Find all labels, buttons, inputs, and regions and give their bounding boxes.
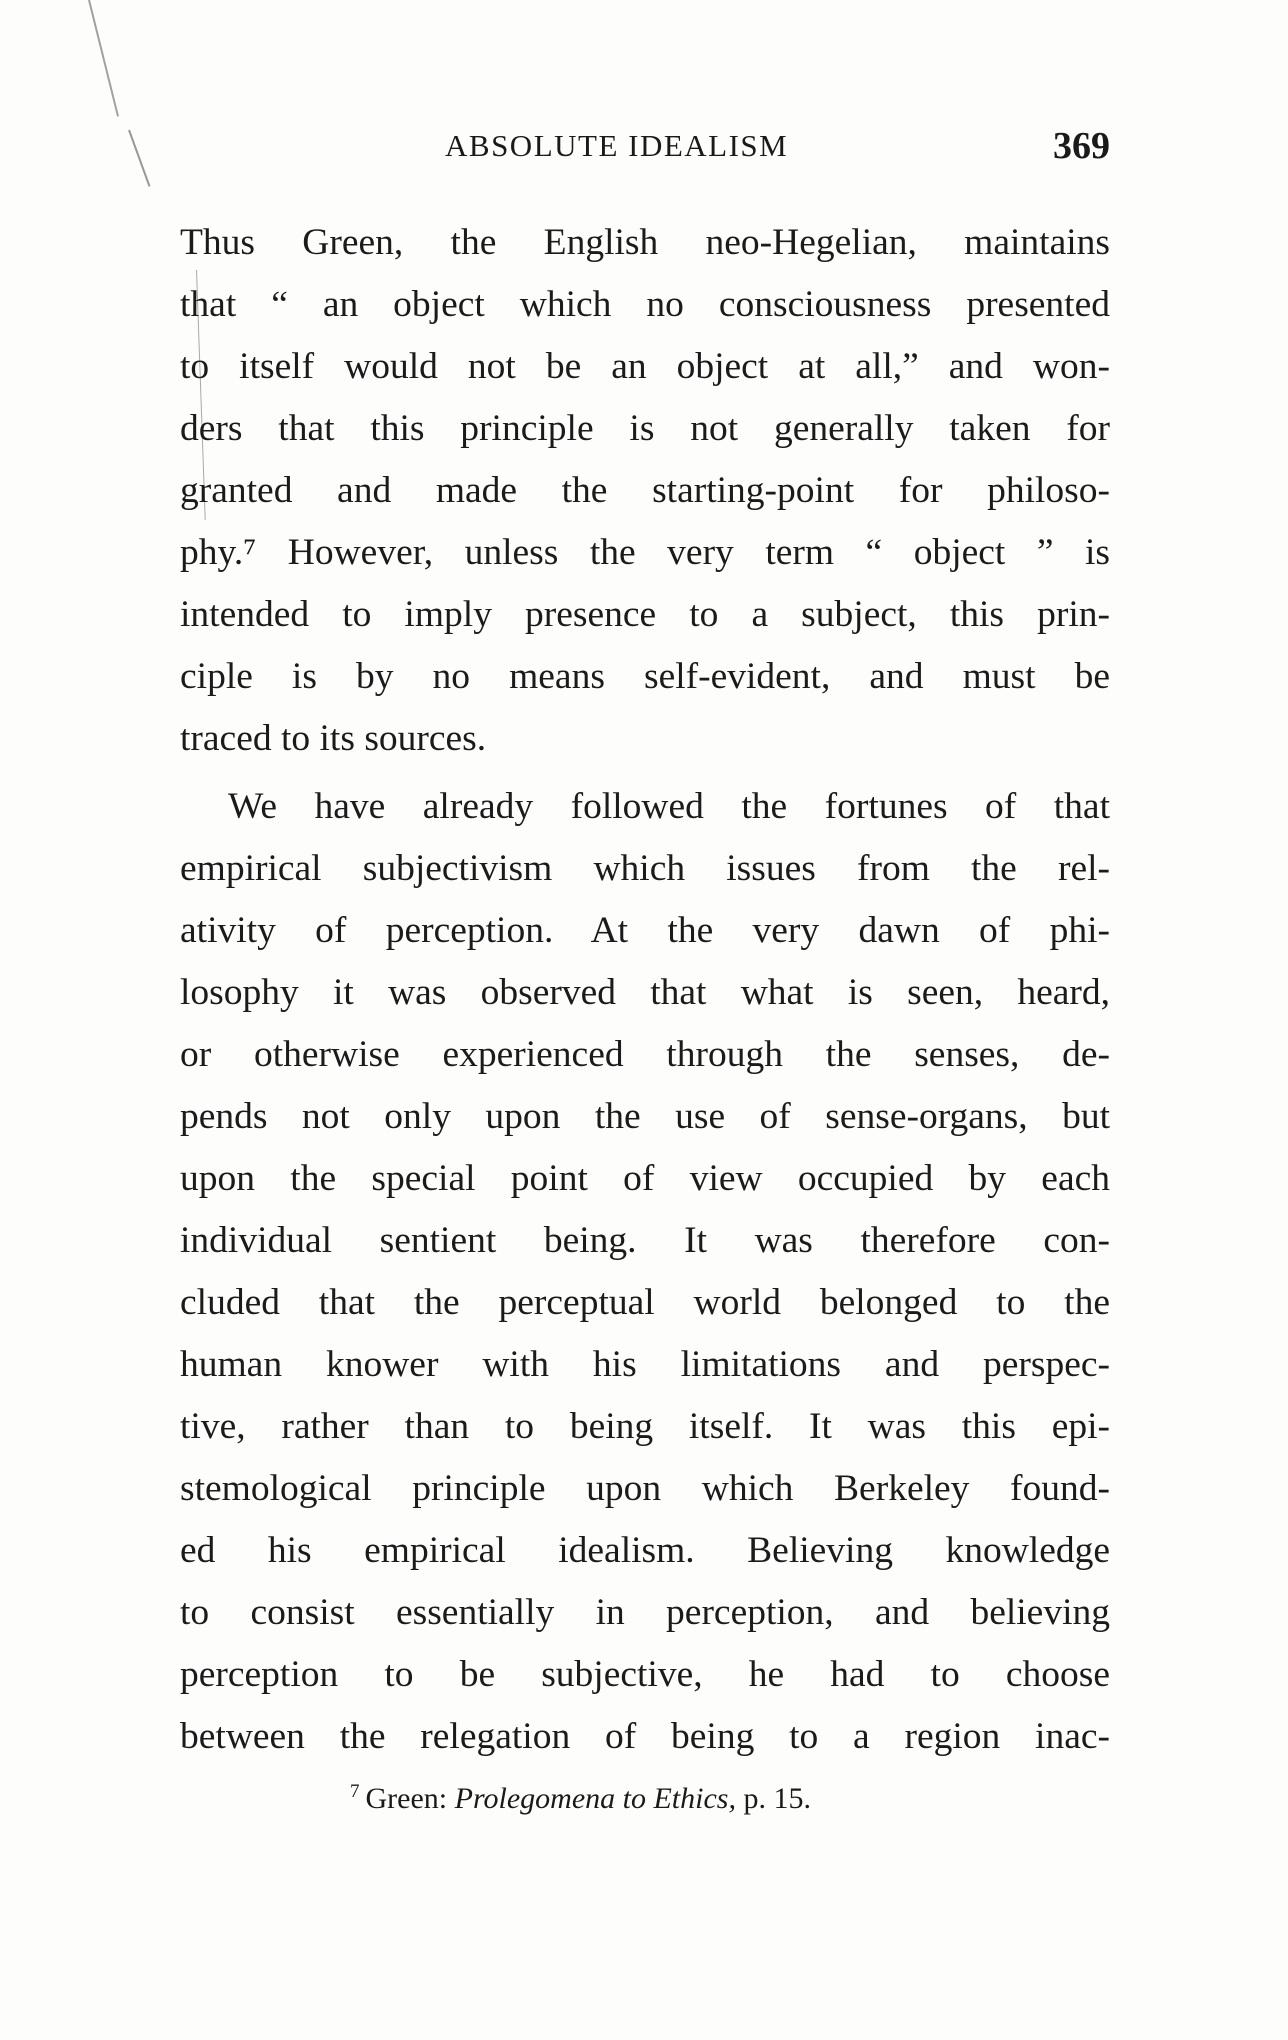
footnote-page: p. 15.	[743, 1782, 811, 1815]
text-line: ciple is by no means self-evident, and must be	[180, 656, 1110, 697]
text-line: cluded that the perceptual world belonged to the	[180, 1282, 1110, 1323]
margin-pencil-mark	[88, 0, 119, 117]
text-line: Thus Green, the English neo-Hegelian, maintains	[180, 222, 1110, 263]
text-line: losophy it was observed that what is seen, heard,	[180, 972, 1110, 1013]
text-line: or otherwise experienced through the senses, de-	[180, 1034, 1110, 1075]
text-line: traced to its sources.	[180, 718, 487, 759]
footnote-title: Prolegomena to Ethics,	[454, 1782, 736, 1815]
page-header	[180, 124, 1110, 184]
text-line: intended to imply presence to a subject, this prin-	[180, 594, 1110, 635]
footnote-marker: 7	[350, 1781, 360, 1802]
text-line: upon the special point of view occupied by each	[180, 1158, 1110, 1199]
text-line: individual sentient being. It was therefore con-	[180, 1220, 1110, 1261]
text-line: to itself would not be an object at all,” and won-	[180, 346, 1110, 387]
paragraph	[180, 212, 1110, 770]
running-title: ABSOLUTE IDEALISM	[445, 128, 789, 163]
text-line: ders that this principle is not generally taken for	[180, 408, 1110, 449]
body-text	[180, 212, 1110, 1768]
margin-pencil-mark	[128, 130, 150, 187]
text-line: ed his empirical idealism. Believing knowledge	[180, 1530, 1110, 1571]
text-line: ativity of perception. At the very dawn of phi-	[180, 910, 1110, 951]
footnote-author: Green:	[365, 1782, 448, 1815]
text-line: We have already followed the fortunes of that	[228, 786, 1110, 827]
text-line: stemological principle upon which Berkeley found-	[180, 1468, 1110, 1509]
page-number: 369	[1053, 125, 1110, 167]
text-line: pends not only upon the use of sense-organs, but	[180, 1096, 1110, 1137]
text-line: perception to be subjective, he had to choose	[180, 1654, 1110, 1695]
text-line: tive, rather than to being itself. It was this epi-	[180, 1406, 1110, 1447]
paragraph	[180, 776, 1110, 1768]
text-line: to consist essentially in perception, and believing	[180, 1592, 1110, 1633]
text-line: human knower with his limitations and perspec-	[180, 1344, 1110, 1385]
text-line: empirical subjectivism which issues from the rel-	[180, 848, 1110, 889]
text-line: that “ an object which no consciousness presented	[180, 284, 1110, 325]
text-line: phy.⁷ However, unless the very term “ object ” is	[180, 532, 1110, 573]
text-line: between the relegation of being to a region inac-	[180, 1716, 1110, 1757]
text-line: granted and made the starting-point for philoso-	[180, 470, 1110, 511]
footnote	[350, 1781, 811, 1816]
